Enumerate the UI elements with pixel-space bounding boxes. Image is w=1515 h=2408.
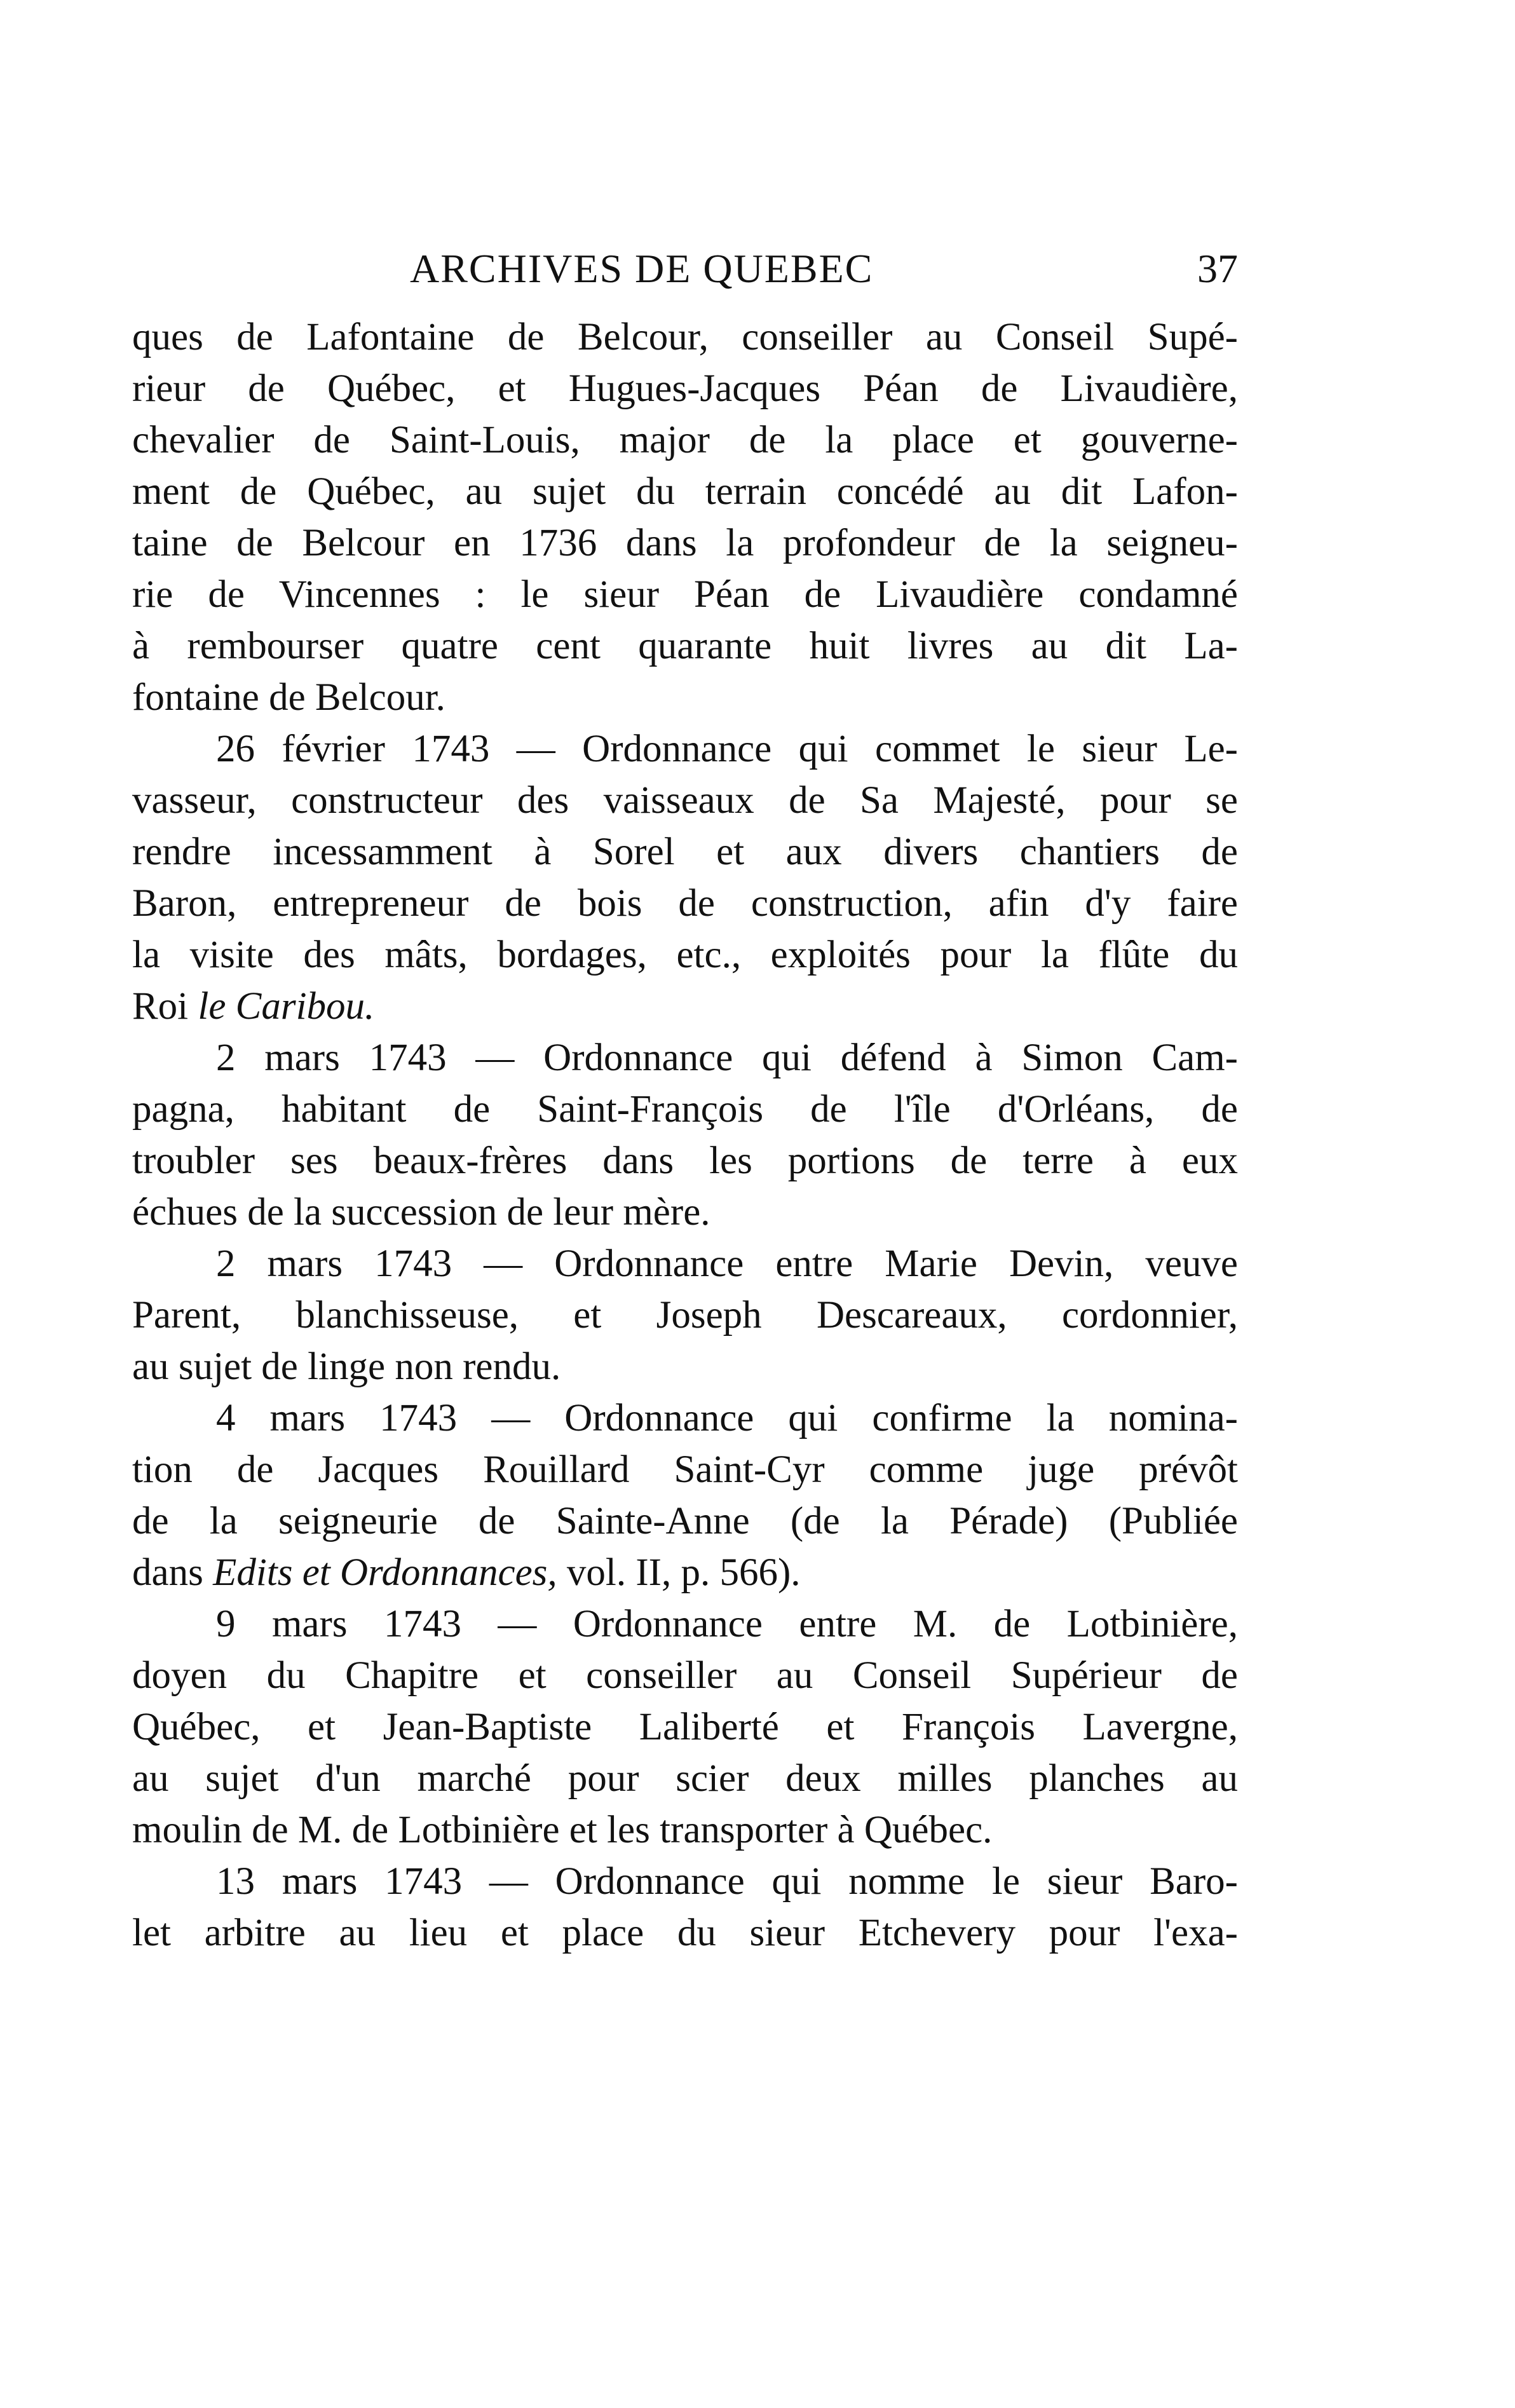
text-line: rie de Vincennes : le sieur Péan de Livaudière condamné: [132, 573, 1238, 616]
text-line: [132, 1547, 1238, 1598]
italic-title: Edits et Ordonnances,: [213, 1551, 557, 1594]
text-line: 4 mars 1743 — Ordonnance qui confirme la nomina-: [216, 1397, 1238, 1439]
text-span: vol. II, p. 566).: [557, 1551, 801, 1594]
paragraph: [132, 723, 1238, 1032]
body-text: [132, 311, 1238, 1959]
paragraph: [132, 1856, 1238, 1959]
text-line: échues de la succession de leur mère.: [132, 1191, 710, 1234]
text-span: dans: [132, 1551, 214, 1594]
text-line: 26 février 1743 — Ordonnance qui commet le sieur Le-: [216, 728, 1238, 770]
text-line: pagna, habitant de Saint-François de l'île d'Orléans, de: [132, 1088, 1238, 1131]
page-number: 37: [1197, 246, 1238, 291]
text-line: rendre incessamment à Sorel et aux divers chantiers de: [132, 831, 1238, 873]
text-line: 2 mars 1743 — Ordonnance entre Marie Devin, veuve: [216, 1242, 1238, 1285]
text-line: doyen du Chapitre et conseiller au Conseil Supérieur de: [132, 1654, 1238, 1697]
text-line: ment de Québec, au sujet du terrain concédé au dit Lafon-: [132, 470, 1238, 513]
running-title: ARCHIVES DE QUEBEC: [410, 246, 874, 291]
text-span: Roi: [132, 985, 198, 1028]
paragraph: [132, 1598, 1238, 1856]
text-line: moulin de M. de Lotbinière et les transporter à Québec.: [132, 1809, 993, 1851]
text-line: rieur de Québec, et Hugues-Jacques Péan de Livaudière,: [132, 367, 1238, 410]
italic-title: le Caribou.: [198, 985, 375, 1028]
text-line: troubler ses beaux-frères dans les portions de terre à eux: [132, 1139, 1238, 1182]
text-line: 2 mars 1743 — Ordonnance qui défend à Simon Cam-: [216, 1037, 1238, 1079]
text-line: à rembourser quatre cent quarante huit livres au dit La-: [132, 625, 1238, 667]
text-line: vasseur, constructeur des vaisseaux de Sa Majesté, pour se: [132, 779, 1238, 822]
text-line: 13 mars 1743 — Ordonnance qui nomme le sieur Barо-: [216, 1860, 1238, 1903]
paragraph: [132, 1238, 1238, 1392]
paragraph: [132, 1032, 1238, 1238]
text-line: au sujet d'un marché pour scier deux milles planches au: [132, 1757, 1238, 1800]
text-line: chevalier de Saint-Louis, major de la place et gouverne-: [132, 419, 1238, 461]
text-line: ques de Lafontaine de Belcour, conseiller au Conseil Supé-: [132, 316, 1238, 358]
text-line: Parent, blanchisseuse, et Joseph Descareaux, cordonnier,: [132, 1294, 1238, 1337]
text-line: la visite des mâts, bordages, etc., exploités pour la flûte du: [132, 934, 1238, 976]
text-line: let arbitre au lieu et place du sieur Etchevery pour l'exa-: [132, 1912, 1238, 1954]
text-line: tion de Jacques Rouillard Saint-Cyr comme juge prévôt: [132, 1448, 1238, 1491]
text-line: Baron, entrepreneur de bois de construction, afin d'y faire: [132, 882, 1238, 925]
text-line: taine de Belcour en 1736 dans la profondeur de la seigneu-: [132, 522, 1238, 564]
text-line: fontaine de Belcour.: [132, 676, 445, 719]
paragraph: [132, 311, 1238, 723]
paragraph: [132, 1392, 1238, 1598]
running-head: [132, 240, 1238, 297]
text-line: [132, 981, 1238, 1032]
text-line: de la seigneurie de Sainte-Anne (de la Pérade) (Publiée: [132, 1500, 1238, 1542]
text-line: Québec, et Jean-Baptiste Laliberté et François Lavergne,: [132, 1706, 1238, 1748]
text-line: au sujet de linge non rendu.: [132, 1345, 561, 1388]
text-line: 9 mars 1743 — Ordonnance entre M. de Lotbinière,: [216, 1603, 1238, 1645]
